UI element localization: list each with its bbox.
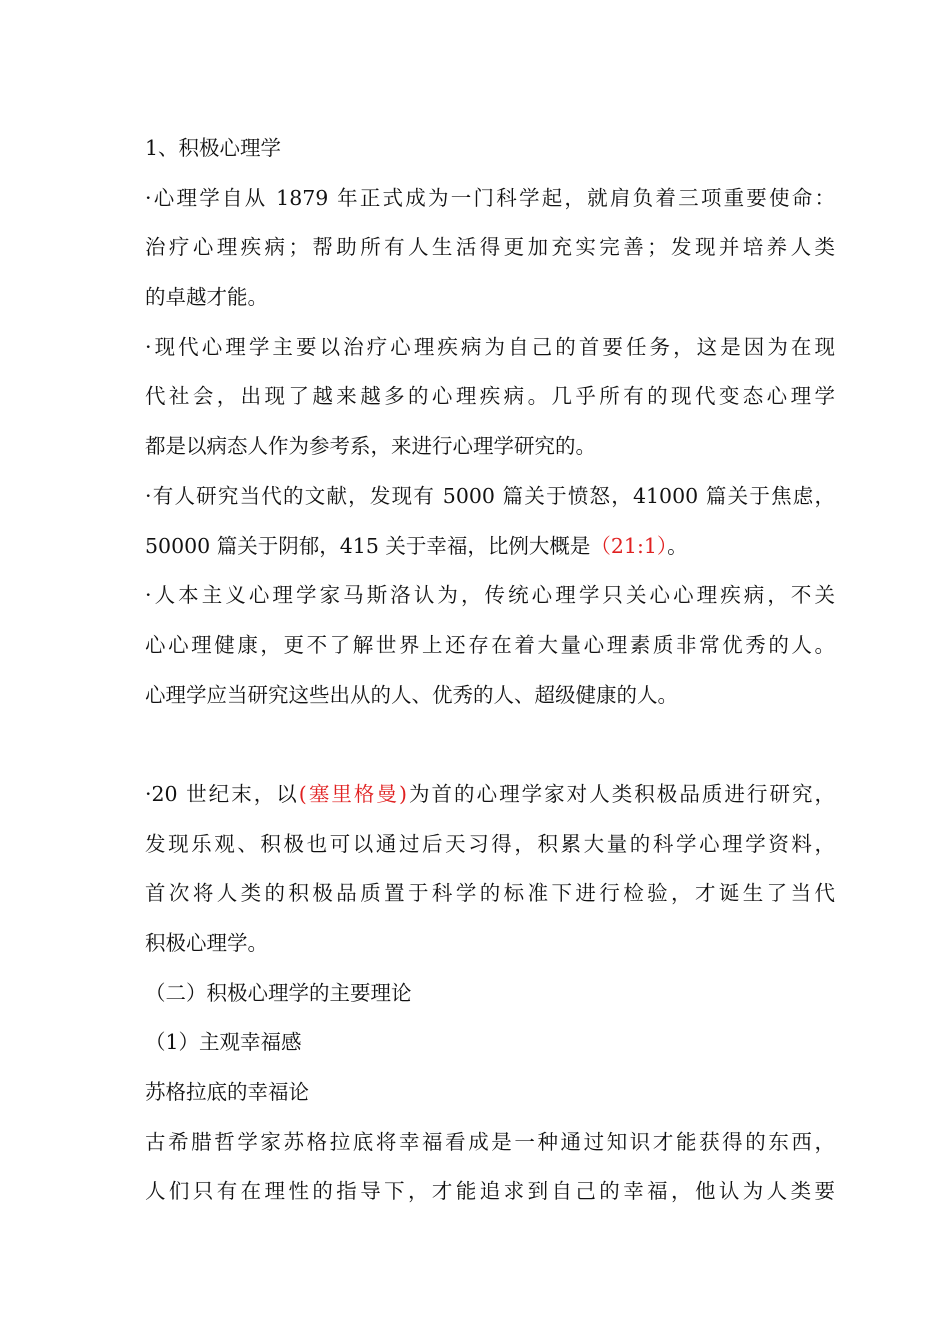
paragraph-line: 首次将人类的积极品质置于科学的标准下进行检验，才诞生了当代 — [145, 881, 835, 906]
paragraph-line: 人们只有在理性的指导下，才能追求到自己的幸福，他认为人类要 — [145, 1179, 835, 1204]
sub-heading: 苏格拉底的幸福论 — [145, 1080, 309, 1105]
line-text: 。 — [667, 533, 688, 558]
paragraph-line: ·人本主义心理学家马斯洛认为，传统心理学只关心心理疾病，不关 — [145, 583, 835, 608]
line-text: ·20 世纪末，以 — [145, 781, 299, 806]
line-text: 50000 篇关于阴郁，415 关于幸福，比例大概是 — [145, 533, 591, 558]
paragraph-line: ·有人研究当代的文献，发现有 5000 篇关于愤怒，41000 篇关于焦虑， — [145, 483, 835, 508]
paragraph-line: 代社会，出现了越来越多的心理疾病。几乎所有的现代变态心理学 — [145, 384, 835, 409]
paragraph-line — [145, 522, 835, 572]
paragraph-line: 都是以病态人作为参考系，来进行心理学研究的。 — [145, 434, 596, 459]
paragraph-line — [145, 770, 835, 820]
subsection-heading: （1）主观幸福感 — [145, 1030, 302, 1055]
name-highlight: (塞里格曼) — [298, 781, 407, 806]
ratio-highlight: （21:1） — [590, 533, 668, 558]
document-page — [145, 124, 835, 1217]
paragraph-line: 心心理健康，更不了解世界上还存在着大量心理素质非常优秀的人。 — [145, 632, 835, 657]
blank-line — [145, 720, 835, 770]
section-heading: （二）积极心理学的主要理论 — [145, 980, 412, 1005]
paragraph-line: 治疗心理疾病；帮助所有人生活得更加充实完善；发现并培养人类 — [145, 235, 835, 260]
document-heading: 1、积极心理学 — [145, 136, 282, 160]
paragraph-line: 古希腊哲学家苏格拉底将幸福看成是一种通过知识才能获得的东西， — [145, 1129, 835, 1154]
paragraph-modern-psychology — [145, 323, 835, 472]
paragraph-line: 积极心理学。 — [145, 931, 268, 955]
line-text: 为首的心理学家对人类积极品质进行研究， — [406, 781, 836, 806]
paragraph-seligman — [145, 770, 835, 969]
paragraph-maslow — [145, 571, 835, 720]
paragraph-line: 发现乐观、积极也可以通过后天习得，积累大量的科学心理学资料， — [145, 831, 835, 856]
paragraph-literature — [145, 472, 835, 571]
paragraph-line: ·现代心理学主要以治疗心理疾病为自己的首要任务，这是因为在现 — [145, 334, 835, 359]
paragraph-socrates — [145, 1118, 835, 1217]
paragraph-line: ·心理学自从 1879 年正式成为一门科学起，就肩负着三项重要使命： — [145, 185, 835, 210]
paragraph-mission — [145, 174, 835, 323]
paragraph-line: 心理学应当研究这些出从的人、优秀的人、超级健康的人。 — [145, 682, 678, 707]
paragraph-line: 的卓越才能。 — [145, 285, 268, 310]
